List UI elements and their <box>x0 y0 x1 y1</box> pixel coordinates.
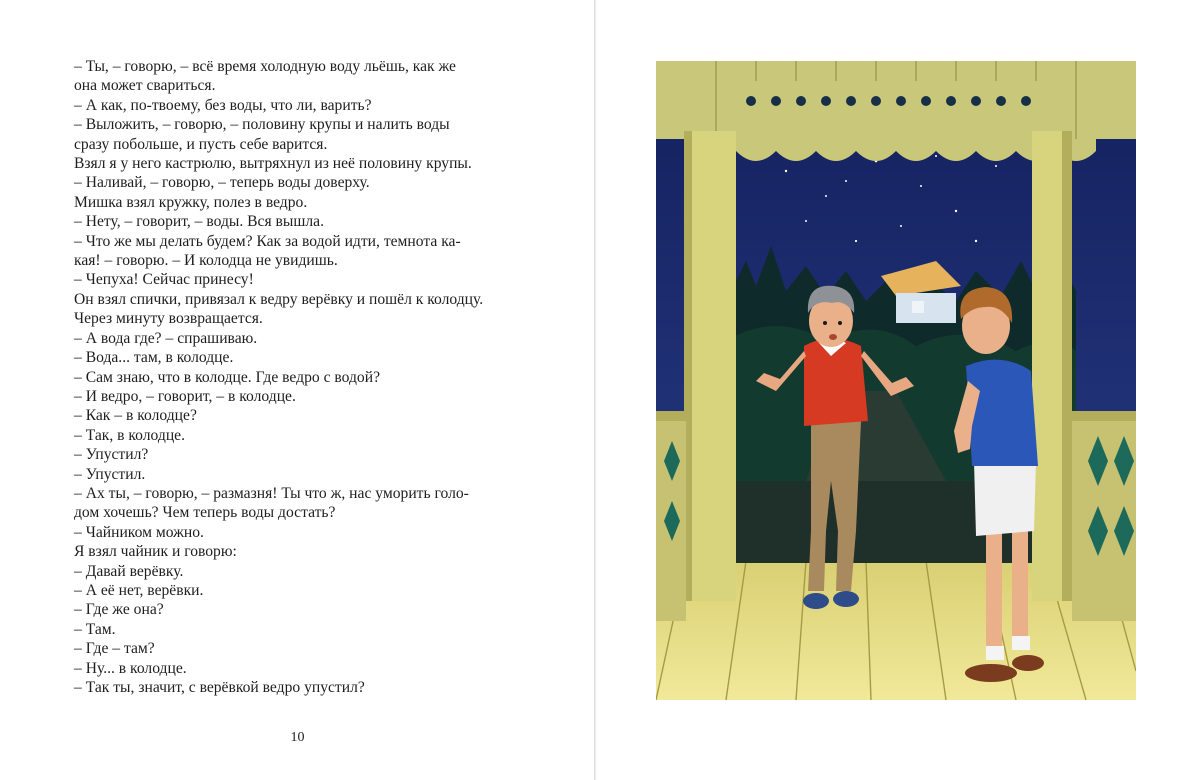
text-line: – Упустил. <box>74 465 146 483</box>
text-line: – Как – в колодце? <box>74 407 197 425</box>
text-line: – Ах ты, – говорю, – размазня! Ты что ж, нас уморить голо- <box>74 484 469 502</box>
text-line: дом хочешь? Чем теперь воды достать? <box>74 504 336 522</box>
text-line: – И ведро, – говорит, – в колодце. <box>74 387 296 405</box>
page-number: 10 <box>290 730 305 745</box>
text-line: – Вода... там, в колодце. <box>74 349 234 367</box>
text-line: – Чайником можно. <box>74 523 204 541</box>
text-line: – Давай верёвку. <box>74 562 184 580</box>
text-line: Через минуту возвращается. <box>74 310 263 328</box>
illustration-artwork <box>656 61 1136 700</box>
text-line: – Чепуха! Сейчас принесу! <box>74 271 254 289</box>
right-page <box>596 0 1191 780</box>
text-line: кая! – говорю. – И колодца не увидишь. <box>74 252 338 270</box>
illustration <box>656 61 1136 700</box>
text-line: Взял я у него кастрюлю, вытряхнул из неё половину крупы. <box>74 155 472 173</box>
text-line: Я взял чайник и говорю: <box>74 543 237 561</box>
text-line: – Выложить, – говорю, – половину крупы и налить воды <box>74 116 450 134</box>
text-line: Он взял спички, привязал к ведру верёвку и пошёл к колодцу. <box>74 290 484 308</box>
text-line: – Где же она? <box>74 601 164 619</box>
text-line: – Ты, – говорю, – всё время холодную воду льёшь, как же <box>74 58 456 75</box>
left-page <box>0 0 595 780</box>
text-line: – Ну... в колодце. <box>74 659 187 677</box>
text-line: – Сам знаю, что в колодце. Где ведро с водой? <box>74 368 380 386</box>
text-line: – А как, по-твоему, без воды, что ли, варить? <box>74 96 372 114</box>
text-block <box>74 57 536 697</box>
porch-top-frame <box>656 61 1136 139</box>
text-line: – А вода где? – спрашиваю. <box>74 329 258 347</box>
text-line: сразу побольше, и пусть себе варится. <box>74 135 328 153</box>
text-line: – Там. <box>74 620 116 638</box>
text-line: – Где – там? <box>74 640 155 658</box>
text-line: – Нету, – говорит, – воды. Вся вышла. <box>74 213 325 231</box>
text-line: она может свариться. <box>74 77 216 95</box>
text-line: – А её нет, верёвки. <box>74 581 204 599</box>
text-line: Мишка взял кружку, полез в ведро. <box>74 193 308 211</box>
text-line: – Что же мы делать будем? Как за водой идти, темнота ка- <box>74 232 461 250</box>
text-line: – Наливай, – говорю, – теперь воды доверху. <box>74 174 370 192</box>
text-line: – Так ты, значит, с верёвкой ведро упустил? <box>74 679 365 696</box>
text-line: – Так, в колодце. <box>74 426 185 444</box>
text-line: – Упустил? <box>74 446 149 464</box>
